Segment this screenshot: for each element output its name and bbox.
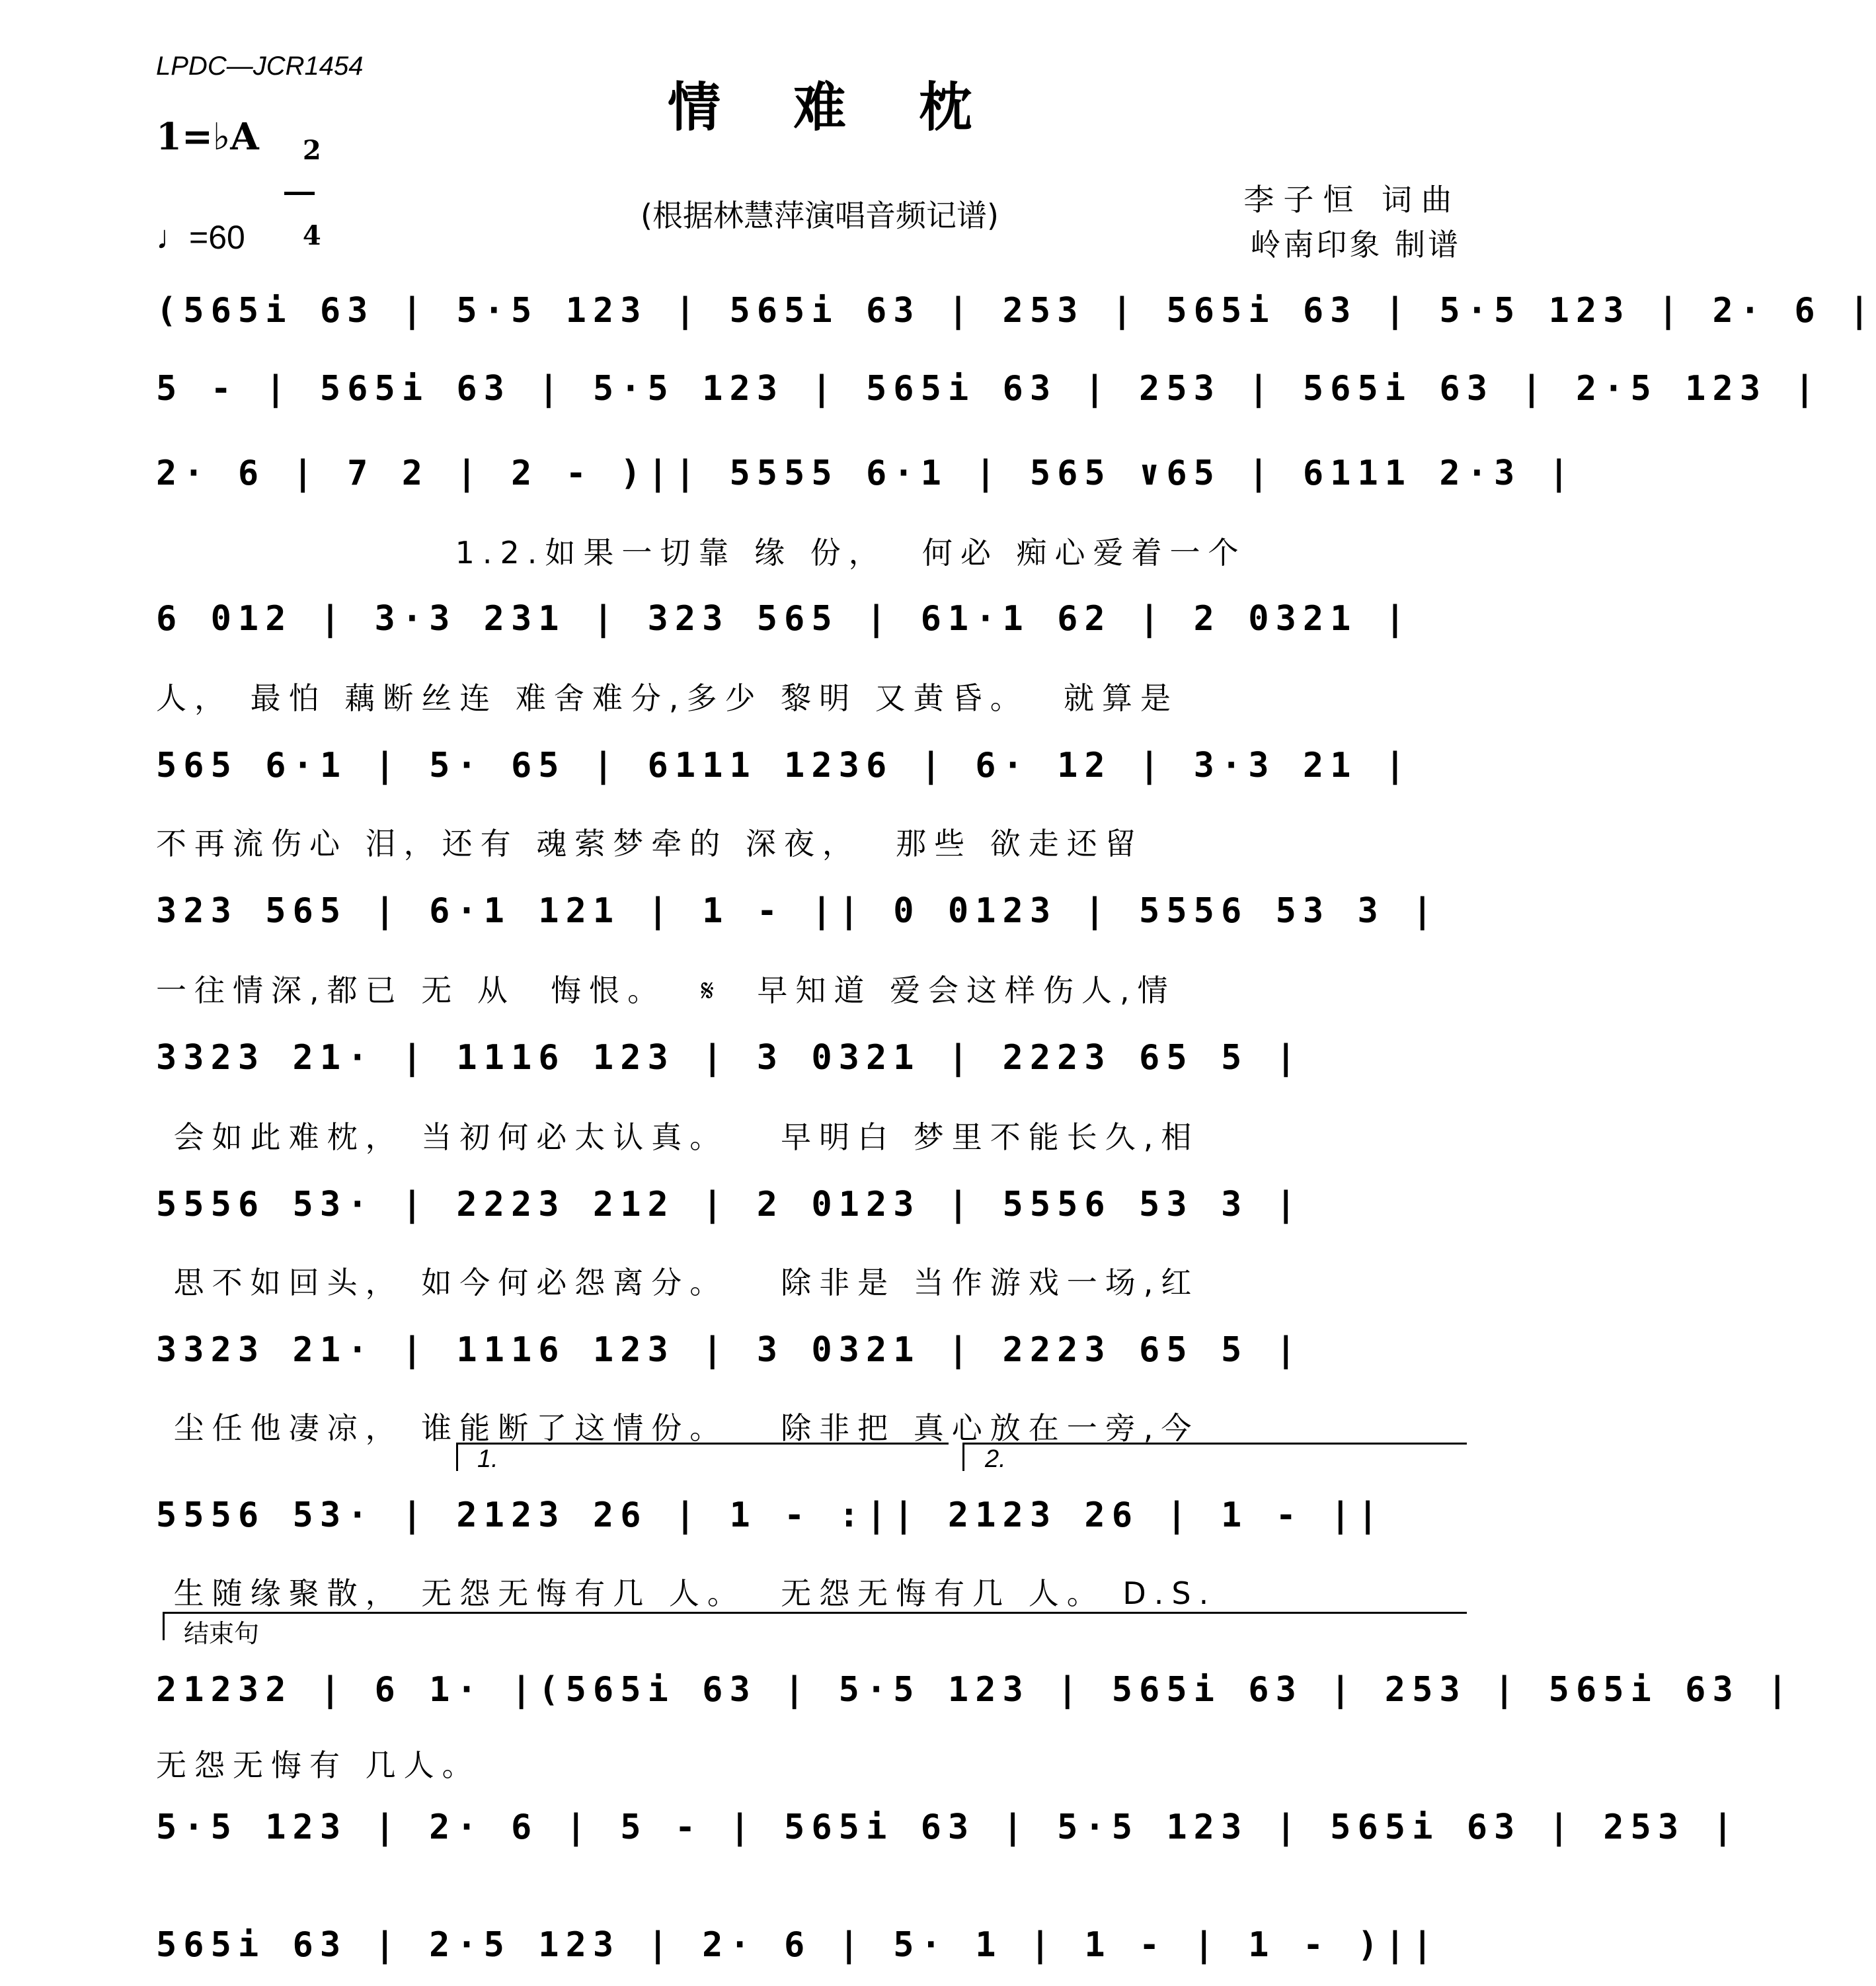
volta-2-bracket — [962, 1443, 1467, 1471]
notation-line: 565i 63 | 2·5 123 | 2· 6 | 5· 1 | 1 - | 1 - )|| — [156, 1925, 1440, 1965]
notation-line: 565 6·1 | 5· 65 | 6111 1236 | 6· 12 | 3·3 21 | — [156, 746, 1413, 785]
notation-line: 5·5 123 | 2· 6 | 5 - | 565i 63 | 5·5 123 | 565i 63 | 253 | — [156, 1807, 1740, 1847]
lyrics-line: 人， 最怕 藕断丝连 难舍难分,多少 黎明 又黄昏。 就算是 — [156, 680, 1179, 716]
notation-line: 5 - | 565i 63 | 5·5 123 | 565i 63 | 253 | 565i 63 | 2·5 123 | — [156, 369, 1822, 409]
notation-line: 3323 21· | 1116 123 | 3 0321 | 2223 65 5 | — [156, 1330, 1303, 1370]
lyrics-line: 尘任他凄凉， 谁能断了这情份。 除非把 真心放在一旁,今 — [156, 1410, 1200, 1446]
score-code: LPDC—JCR1454 — [156, 52, 364, 81]
volta-2-label: 2. — [985, 1445, 1006, 1473]
credit-lyricist-composer: 李子恒 词曲 — [1243, 182, 1461, 218]
lyrics-line: 一往情深,都已 无 从 悔恨。 𝄋 早知道 爱会这样伤人,情 — [156, 973, 1176, 1008]
lyrics-line: 思不如回头， 如今何必怨离分。 除非是 当作游戏一场,红 — [156, 1265, 1200, 1300]
credit-transcriber: 岭南印象 制谱 — [1250, 227, 1461, 262]
notation-line: 5556 53· | 2123 26 | 1 - :|| 2123 26 | 1 - || — [156, 1495, 1385, 1535]
volta-1-bracket — [456, 1443, 949, 1471]
song-title: 情难枕 — [668, 77, 1044, 138]
lyrics-line: 会如此难枕， 当初何必太认真。 早明白 梦里不能长久,相 — [156, 1119, 1200, 1155]
notation-line: 6 012 | 3·3 231 | 323 565 | 61·1 62 | 2 0321 | — [156, 599, 1413, 639]
lyrics-line: 生随缘聚散， 无怨无悔有几 人。 无怨无悔有几 人。 D.S. — [156, 1575, 1217, 1611]
lyrics-line: 无怨无悔有 几人。 — [156, 1747, 481, 1783]
coda-bracket — [163, 1612, 1467, 1640]
notation-line: 3323 21· | 1116 123 | 3 0321 | 2223 65 5 | — [156, 1038, 1303, 1078]
notation-line: 323 565 | 6·1 121 | 1 - || 0 0123 | 5556 53 3 | — [156, 891, 1440, 931]
notation-line: (565i 63 | 5·5 123 | 565i 63 | 253 | 565i 63 | 5·5 123 | 2· 6 | — [156, 291, 1876, 331]
coda-label: 结束句 — [184, 1619, 260, 1648]
subtitle: (根据林慧萍演唱音频记谱) — [641, 198, 999, 233]
time-signature-bottom: 4 — [302, 220, 321, 251]
notation-line: 5556 53· | 2223 212 | 2 0123 | 5556 53 3 | — [156, 1185, 1303, 1224]
lyrics-line: 不再流伤心 泪，还有 魂萦梦牵的 深夜， 那些 欲走还留 — [156, 826, 1144, 861]
time-signature-top: 2 — [302, 135, 321, 166]
notation-line: 21232 | 6 1· |(565i 63 | 5·5 123 | 565i 63 | 253 | 565i 63 | — [156, 1670, 1795, 1710]
lyrics-line: 1.2.如果一切靠 缘 份， 何必 痴心爱着一个 — [156, 535, 1247, 571]
key-signature: 1=♭A — [156, 115, 259, 159]
tempo-marking: ♩=60 — [156, 219, 245, 256]
volta-1-label: 1. — [477, 1445, 498, 1473]
notation-line: 2· 6 | 7 2 | 2 - )|| 5555 6·1 | 565 ∨65 | 6111 2·3 | — [156, 454, 1576, 493]
